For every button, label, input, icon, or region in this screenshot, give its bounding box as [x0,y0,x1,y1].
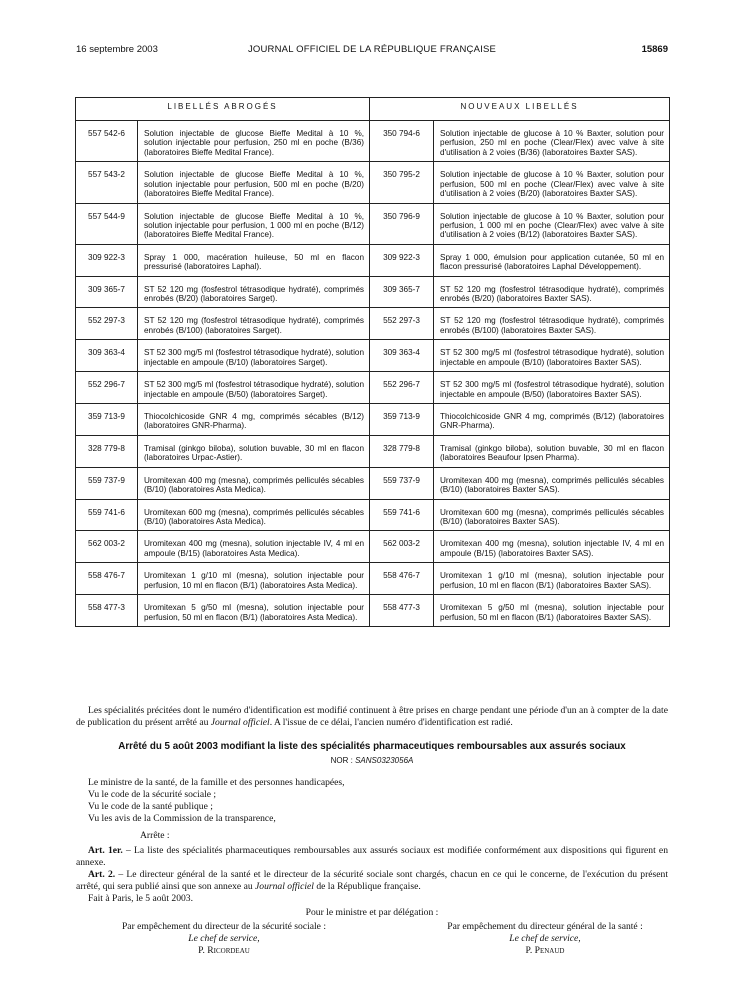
old-code: 558 476-7 [76,563,138,595]
new-libelle: Uromitexan 400 mg (mesna), solution injectable IV, 4 ml en ampoule (B/15) (laboratoires Baxter SAS). [434,531,670,563]
old-code: 328 779-8 [76,435,138,467]
page-number: 15869 [641,44,668,55]
article-1 [76,845,668,869]
new-code: 309 365-7 [370,276,434,308]
table-row [76,499,670,531]
old-libelle: Uromitexan 5 g/50 ml (mesna), solution injectable pour perfusion, 50 ml en flacon (B/1) (laboratoires Asta Medica). [138,595,370,627]
new-code: 559 741-6 [370,499,434,531]
preamble-line: Vu le code de la santé publique ; [88,801,213,812]
old-libelle: Uromitexan 1 g/10 ml (mesna), solution injectable pour perfusion, 10 ml en flacon (B/1) (laboratoires Asta Medica). [138,563,370,595]
new-libelle: ST 52 120 mg (fosfestrol tétrasodique hydraté), comprimés enrobés (B/100) (laboratoires Baxter SAS). [434,308,670,340]
journal-title: JOURNAL OFFICIEL DE LA RÉPUBLIQUE FRANÇAISE [247,44,497,55]
table-row [76,563,670,595]
table-row [76,404,670,436]
old-libelle: Uromitexan 400 mg (mesna), solution injectable IV, 4 ml en ampoule (B/15) (laboratoires Asta Medica). [138,531,370,563]
new-code: 558 477-3 [370,595,434,627]
article-2-text-a: – Le directeur général de la santé et le directeur de la sécurité sociale sont chargés, chacun en ce qui le concerne, de l'exécution du présent arrêté, qui sera publié ainsi que son annexe au [76,869,668,892]
new-code: 350 795-2 [370,162,434,203]
old-code: 562 003-2 [76,531,138,563]
old-code: 552 296-7 [76,372,138,404]
new-libelle: Solution injectable de glucose à 10 % Baxter, solution pour perfusion, 250 ml en poche (Clear/Flex) avec valve à site d'utilisation à 2 voies (B/36) (laboratoires Baxter SAS). [434,121,670,162]
signature-left-role: Le chef de service, [188,933,260,944]
signature-right-role: Le chef de service, [509,933,581,944]
article-1-text: – La liste des spécialités pharmaceutiques remboursables aux assurés sociaux est modifiée conformément aux dispositions qui figurent en annexe. [76,845,668,868]
table-row [76,244,670,276]
new-libelle: Uromitexan 1 g/10 ml (mesna), solution injectable pour perfusion, 10 ml en flacon (B/1) (laboratoires Baxter SAS). [434,563,670,595]
old-code: 557 543-2 [76,162,138,203]
table-row [76,372,670,404]
old-code: 557 542-6 [76,121,138,162]
old-libelle: ST 52 120 mg (fosfestrol tétrasodique hydraté), comprimés enrobés (B/20) (laboratoires Sarget). [138,276,370,308]
new-code: 350 796-9 [370,203,434,244]
preamble-line: Le ministre de la santé, de la famille et des personnes handicapées, [88,777,345,788]
signature-left-title: Par empêchement du directeur de la sécurité sociale : [121,921,327,932]
new-code: 552 296-7 [370,372,434,404]
old-code: 559 737-9 [76,467,138,499]
article-1-label: Art. 1er. [88,845,123,856]
new-code: 309 922-3 [370,244,434,276]
table-row [76,531,670,563]
old-code: 552 297-3 [76,308,138,340]
new-libelle: Solution injectable de glucose à 10 % Baxter, solution pour perfusion, 1 000 ml en poche (Clear/Flex) avec valve à site d'utilisation à 2 voies (B/12) (laboratoires Baxter SAS). [434,203,670,244]
new-libelle: Uromitexan 400 mg (mesna), comprimés pelliculés sécables (B/10) (laboratoires Baxter SAS). [434,467,670,499]
delegation-line: Pour le ministre et par délégation : [305,907,439,918]
signature-right-name: P. Penaud [525,945,565,956]
new-libelle: ST 52 120 mg (fosfestrol tétrasodique hydraté), comprimés enrobés (B/20) (laboratoires Baxter SAS). [434,276,670,308]
new-libelle: Uromitexan 5 g/50 ml (mesna), solution injectable pour perfusion, 50 ml en flacon (B/1) (laboratoires Baxter SAS). [434,595,670,627]
new-code: 359 713-9 [370,404,434,436]
new-libelle: ST 52 300 mg/5 ml (fosfestrol tétrasodique hydraté), solution injectable en ampoule (B/50) (laboratoires Baxter SAS). [434,372,670,404]
header-libelles-abroges: LIBELLÉS ABROGÉS [76,98,370,121]
table-row [76,276,670,308]
nor-reference [76,756,668,765]
old-libelle: Uromitexan 600 mg (mesna), comprimés pelliculés sécables (B/10) (laboratoires Asta Medica). [138,499,370,531]
article-2-journal: Journal officiel [255,881,314,892]
new-libelle: Thiocolchicoside GNR 4 mg, comprimés (B/12) (laboratoires GNR-Pharma). [434,404,670,436]
table-body [76,121,670,627]
preamble-line: Vu les avis de la Commission de la transparence, [88,813,276,824]
article-2-text-b: de la République française. [313,881,421,892]
old-code: 309 365-7 [76,276,138,308]
page-header [76,44,668,60]
new-libelle: ST 52 300 mg/5 ml (fosfestrol tétrasodique hydraté), solution injectable en ampoule (B/10) (laboratoires Baxter SAS). [434,340,670,372]
new-libelle: Tramisal (ginkgo biloba), solution buvable, 30 ml en flacon (laboratoires Beaufour Ipsen Pharma). [434,435,670,467]
old-libelle: ST 52 120 mg (fosfestrol tétrasodique hydraté), comprimés enrobés (B/100) (laboratoires Sarget). [138,308,370,340]
new-code: 309 363-4 [370,340,434,372]
table-header-row [76,98,670,121]
old-libelle: ST 52 300 mg/5 ml (fosfestrol tétrasodique hydraté), solution injectable en ampoule (B/50) (laboratoires Sarget). [138,372,370,404]
old-libelle: Tramisal (ginkgo biloba), solution buvable, 30 ml en flacon (laboratoires Urpac-Astier). [138,435,370,467]
nor-code: SANS0323056A [355,756,414,765]
note-journal: Journal officiel [210,717,270,728]
note-text-2: . A l'issue de ce délai, l'ancien numéro d'identification est radié. [269,717,513,728]
table-row [76,467,670,499]
done-at: Fait à Paris, le 5 août 2003. [88,893,193,904]
new-code: 559 737-9 [370,467,434,499]
new-libelle: Spray 1 000, émulsion pour application cutanée, 50 ml en flacon pressurisé (laboratoires Laphal Développement). [434,244,670,276]
old-code: 309 922-3 [76,244,138,276]
old-libelle: Solution injectable de glucose Bieffe Medital à 10 %, solution injectable pour perfusion, 250 ml en poche (B/36) (laboratoires Bieffe Medital France). [138,121,370,162]
table-row [76,308,670,340]
libelles-table [75,97,670,627]
table-row [76,203,670,244]
new-libelle: Uromitexan 600 mg (mesna), comprimés pelliculés sécables (B/10) (laboratoires Baxter SAS). [434,499,670,531]
preamble-line: Vu le code de la sécurité sociale ; [88,789,217,800]
table-row [76,595,670,627]
old-code: 359 713-9 [76,404,138,436]
new-code: 562 003-2 [370,531,434,563]
table-row [76,340,670,372]
header-nouveaux-libelles: NOUVEAUX LIBELLÉS [370,98,670,121]
arrete-title: Arrêté du 5 août 2003 modifiant la liste des spécialités pharmaceutiques remboursables aux assurés sociaux [118,741,626,752]
new-code: 558 476-7 [370,563,434,595]
note-text-1: Les spécialités précitées dont le numéro d'identification est modifié continuent à être prises en charge pendant une période d'un an à compter de la date de publication du présent arrêté au [76,705,668,728]
arrete-label: Arrête : [140,830,170,841]
old-libelle: Thiocolchicoside GNR 4 mg, comprimés sécables (B/12) (laboratoires GNR-Pharma). [138,404,370,436]
old-code: 558 477-3 [76,595,138,627]
old-libelle: ST 52 300 mg/5 ml (fosfestrol tétrasodique hydraté), solution injectable en ampoule (B/10) (laboratoires Sarget). [138,340,370,372]
new-code: 350 794-6 [370,121,434,162]
table-row [76,435,670,467]
table-row [76,162,670,203]
new-libelle: Solution injectable de glucose à 10 % Baxter, solution pour perfusion, 500 ml en poche (Clear/Flex) avec valve à site d'utilisation à 2 voies (B/20) (laboratoires Baxter SAS). [434,162,670,203]
article-2 [76,869,668,893]
old-libelle: Uromitexan 400 mg (mesna), comprimés pelliculés sécables (B/10) (laboratoires Asta Medica). [138,467,370,499]
new-code: 328 779-8 [370,435,434,467]
old-libelle: Spray 1 000, macération huileuse, 50 ml en flacon pressurisé (laboratoires Laphal). [138,244,370,276]
nor-label: NOR : [330,756,356,765]
note-paragraph [76,705,668,729]
old-code: 557 544-9 [76,203,138,244]
article-2-label: Art. 2. [88,869,116,880]
signature-right-title: Par empêchement du directeur général de la santé : [447,921,643,932]
old-libelle: Solution injectable de glucose Bieffe Medital à 10 %, solution injectable pour perfusion, 500 ml en poche (B/20) (laboratoires Bieffe Medital France). [138,162,370,203]
header-date: 16 septembre 2003 [76,44,158,55]
table-row [76,121,670,162]
old-libelle: Solution injectable de glucose Bieffe Medital à 10 %, solution injectable pour perfusion, 1 000 ml en poche (B/12) (laboratoires Bieffe Medital France). [138,203,370,244]
old-code: 309 363-4 [76,340,138,372]
signature-left-name: P. Ricordeau [198,945,250,956]
new-code: 552 297-3 [370,308,434,340]
old-code: 559 741-6 [76,499,138,531]
